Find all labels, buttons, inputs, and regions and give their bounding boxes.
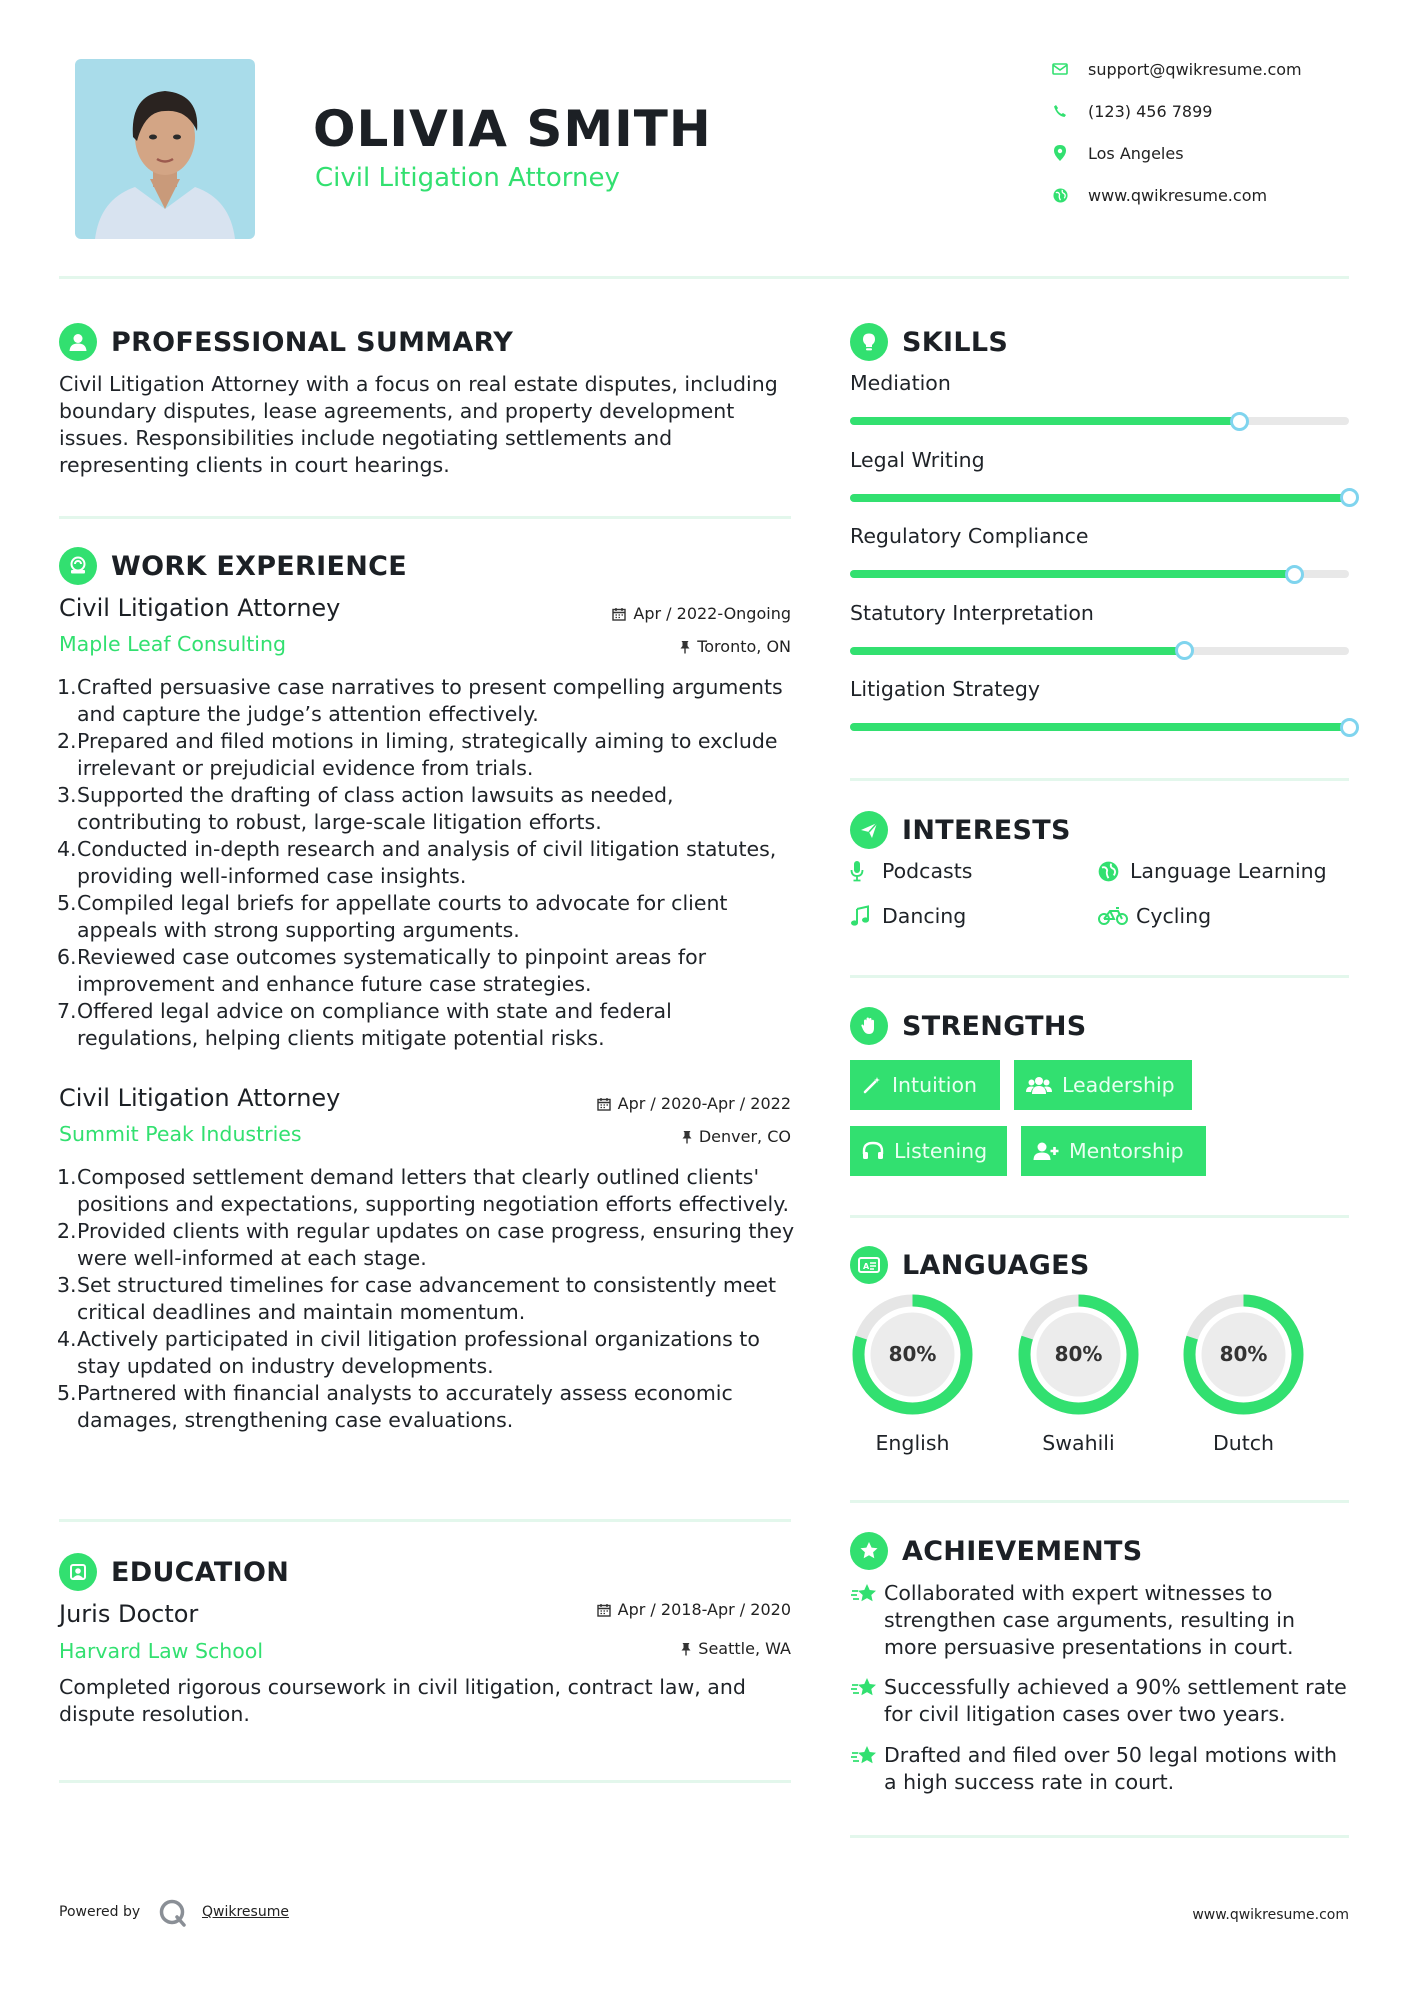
- calendar-icon: [597, 1097, 611, 1111]
- education-dates: [500, 1600, 791, 1619]
- interests-title: INTERESTS: [902, 814, 1071, 846]
- education-title: EDUCATION: [111, 1556, 290, 1588]
- job-1-location-text: Toronto, ON: [697, 637, 791, 656]
- contact-email[interactable]: [1050, 56, 1302, 82]
- skill-bar: [850, 494, 1349, 502]
- list-item: 4. Actively participated in civil litigation professional organizations to stay updated on industry developments.: [57, 1327, 760, 1378]
- achievements-heading: [850, 1531, 1143, 1571]
- language-percent: 80%: [888, 1342, 937, 1366]
- strength-label: Intuition: [892, 1073, 978, 1097]
- job-1-company: Maple Leaf Consulting: [59, 632, 287, 656]
- language-ring: [850, 1292, 975, 1417]
- contact-website-text: www.qwikresume.com: [1088, 185, 1268, 205]
- skills-heading: [850, 322, 1008, 362]
- language-card-icon: [850, 1246, 888, 1284]
- interest-label: Podcasts: [882, 859, 973, 883]
- languages-title: LANGUAGES: [902, 1249, 1090, 1281]
- skill-bar-handle: [1230, 412, 1249, 431]
- achievement-text: Drafted and filed over 50 legal motions with a high success rate in court.: [884, 1743, 1338, 1794]
- skill-bar: [850, 570, 1349, 578]
- skill-bar-fill: [850, 570, 1294, 578]
- achievement-text: Successfully achieved a 90% settlement rate for civil litigation cases over two years.: [884, 1675, 1347, 1726]
- skill-label: Litigation Strategy: [850, 677, 1041, 701]
- language-item: [1016, 1292, 1141, 1455]
- star-icon: [850, 1674, 884, 1728]
- achievements-divider: [850, 1835, 1349, 1838]
- graduation-icon: [59, 1553, 97, 1591]
- strength-label: Leadership: [1062, 1073, 1175, 1097]
- language-label: Dutch: [1212, 1431, 1275, 1455]
- interest-label: Language Learning: [1130, 859, 1327, 883]
- globe-icon: [1098, 861, 1124, 882]
- language-item: [850, 1292, 975, 1455]
- language-item: [1181, 1292, 1306, 1455]
- header-divider: [59, 276, 1349, 279]
- briefcase-icon: [59, 547, 97, 585]
- list-item: 3. Supported the drafting of class action lawsuits as needed, contributing to robust, large-scale litigation efforts.: [57, 783, 674, 834]
- job-1-location: [500, 637, 791, 656]
- interest-language-learning: [1098, 859, 1327, 883]
- list-item: 5. Compiled legal briefs for appellate courts to advocate for client appeals with strong supporting arguments.: [57, 891, 728, 942]
- summary-divider: [59, 516, 791, 519]
- achievement-item: [850, 1580, 1350, 1661]
- achievement-item: [850, 1674, 1350, 1728]
- job-1-dates-text: Apr / 2022-Ongoing: [633, 604, 791, 623]
- summary-title: PROFESSIONAL SUMMARY: [111, 326, 514, 358]
- job-1-duties: [59, 674, 799, 1052]
- skill-bar-fill: [850, 647, 1184, 655]
- star-icon: [850, 1742, 884, 1796]
- language-ring: [1181, 1292, 1306, 1417]
- qwikresume-link[interactable]: Qwikresume: [202, 1904, 289, 1920]
- skills-title: SKILLS: [902, 326, 1009, 358]
- skill-bar: [850, 723, 1349, 731]
- achievement-text: Collaborated with expert witnesses to strengthen case arguments, resulting in more persuasive presentations in court.: [884, 1581, 1295, 1659]
- skill-bar-fill: [850, 723, 1349, 731]
- interests-divider: [850, 975, 1349, 978]
- bicycle-icon: [1098, 906, 1130, 926]
- education-text: Completed rigorous coursework in civil litigation, contract law, and dispute resolution.: [59, 1675, 746, 1726]
- pushpin-icon: [682, 1130, 692, 1144]
- language-ring: [1016, 1292, 1141, 1417]
- languages-divider: [850, 1500, 1349, 1503]
- strength-label: Mentorship: [1069, 1139, 1184, 1163]
- phone-icon: [1050, 101, 1070, 121]
- skill-bar-fill: [850, 417, 1239, 425]
- job-2-title: Civil Litigation Attorney: [59, 1084, 341, 1112]
- location-pin-icon: [1050, 143, 1070, 163]
- experience-heading: [59, 546, 407, 586]
- skill-bar-handle: [1285, 565, 1304, 584]
- strengths-heading: [850, 1006, 1087, 1046]
- strength-chip-leadership: [1014, 1060, 1192, 1110]
- education-heading: [59, 1552, 289, 1592]
- calendar-icon: [612, 607, 626, 621]
- education-divider: [59, 1780, 791, 1783]
- skill-label: Statutory Interpretation: [850, 600, 1094, 625]
- interest-label: Cycling: [1136, 904, 1212, 928]
- strength-label: Listening: [894, 1139, 988, 1163]
- headphones-icon: [862, 1141, 884, 1161]
- footer-website-link[interactable]: www.qwikresume.com: [1192, 1907, 1349, 1923]
- job-2-location-text: Denver, CO: [698, 1127, 791, 1146]
- list-item: 1. Crafted persuasive case narratives to present compelling arguments and capture the judge’s attention effectively.: [57, 675, 783, 726]
- contact-location-text: Los Angeles: [1088, 143, 1184, 163]
- microphone-icon: [850, 860, 876, 882]
- trophy-icon: [850, 1532, 888, 1570]
- skill-bar-handle: [1175, 641, 1194, 660]
- skills-divider: [850, 778, 1349, 781]
- experience-title: WORK EXPERIENCE: [111, 550, 407, 582]
- job-1-dates: [500, 604, 791, 623]
- list-item: 6. Reviewed case outcomes systematically to pinpoint areas for improvement and enhance future case strategies.: [57, 945, 707, 996]
- svg-text:A: A: [863, 1262, 870, 1271]
- pushpin-icon: [681, 1642, 691, 1656]
- skill-label: Legal Writing: [850, 447, 985, 472]
- strengths-title: STRENGTHS: [902, 1010, 1087, 1042]
- list-item: 2. Prepared and filed motions in liming, strategically aiming to exclude irrelevant or prejudicial evidence from trials.: [57, 729, 778, 780]
- education-school: Harvard Law School: [59, 1639, 264, 1663]
- education-location: [500, 1639, 791, 1658]
- list-item: 7. Offered legal advice on compliance with state and federal regulations, helping clients mitigate potential risks.: [57, 999, 672, 1050]
- language-percent: 80%: [1219, 1342, 1268, 1366]
- user-icon: [59, 323, 97, 361]
- users-icon: [1026, 1075, 1052, 1095]
- education-degree: Juris Doctor: [59, 1600, 199, 1628]
- strength-chip-mentorship: [1021, 1126, 1206, 1176]
- email-icon: [1050, 59, 1070, 79]
- candidate-name: OLIVIA SMITH: [313, 100, 712, 158]
- list-item: 1. Composed settlement demand letters that clearly outlined clients' positions and expectations, supporting negotiation efforts effectively.: [57, 1165, 789, 1216]
- job-2-location: [500, 1127, 791, 1146]
- skill-bar-handle: [1340, 718, 1359, 737]
- summary-heading: [59, 322, 513, 362]
- contact-website[interactable]: [1050, 182, 1267, 208]
- contact-location: [1050, 140, 1184, 166]
- interests-heading: [850, 810, 1071, 850]
- language-percent: 80%: [1054, 1342, 1103, 1366]
- star-icon: [850, 1580, 884, 1661]
- candidate-title: Civil Litigation Attorney: [315, 163, 620, 193]
- skill-bar-handle: [1340, 488, 1359, 507]
- education-location-text: Seattle, WA: [698, 1639, 791, 1658]
- contact-email-text: support@qwikresume.com: [1088, 59, 1302, 79]
- powered-by-label: Powered by: [59, 1904, 141, 1920]
- education-dates-text: Apr / 2018-Apr / 2020: [617, 1600, 791, 1619]
- qwikresume-logo-icon: [158, 1898, 188, 1932]
- skill-label: Regulatory Compliance: [850, 524, 1089, 548]
- interest-cycling: [1098, 904, 1211, 928]
- interest-label: Dancing: [882, 904, 967, 928]
- job-2-dates: [500, 1094, 791, 1113]
- skill-label: Mediation: [850, 371, 951, 395]
- list-item: 5. Partnered with financial analysts to accurately assess economic damages, strengthening case evaluations.: [57, 1381, 733, 1432]
- summary-text: Civil Litigation Attorney with a focus on real estate disputes, including boundary disputes, lease agreements, and property development issues. Responsibilities include negotiating settlements and representing clients in court hearings.: [59, 372, 778, 477]
- list-item: 3. Set structured timelines for case advancement to consistently meet critical deadlines and maintain momentum.: [57, 1273, 777, 1324]
- list-item: 2. Provided clients with regular updates on case progress, ensuring they were well-informed at each stage.: [57, 1219, 795, 1270]
- job-2-duties: [59, 1164, 799, 1434]
- skill-bar: [850, 647, 1349, 655]
- skill-bar-fill: [850, 494, 1349, 502]
- skill-bar: [850, 417, 1349, 425]
- language-label: Swahili: [1042, 1431, 1115, 1455]
- strength-chip-listening: [850, 1126, 1007, 1176]
- interest-dancing: [850, 904, 966, 928]
- paper-plane-icon: [850, 811, 888, 849]
- language-label: English: [875, 1431, 950, 1455]
- lightbulb-icon: [850, 323, 888, 361]
- contact-phone-text: (123) 456 7899: [1088, 101, 1213, 121]
- calendar-icon: [597, 1603, 611, 1617]
- user-plus-icon: [1033, 1141, 1059, 1161]
- profile-photo: [75, 59, 255, 239]
- list-item: 4. Conducted in-depth research and analysis of civil litigation statutes, providing well-informed case insights.: [57, 837, 777, 888]
- contact-phone[interactable]: [1050, 98, 1212, 124]
- achievements-title: ACHIEVEMENTS: [902, 1535, 1143, 1567]
- pushpin-icon: [680, 640, 690, 654]
- achievement-item: [850, 1742, 1350, 1796]
- job-2-dates-text: Apr / 2020-Apr / 2022: [617, 1094, 791, 1113]
- raised-hand-icon: [850, 1007, 888, 1045]
- interest-podcasts: [850, 859, 972, 883]
- languages-heading: [850, 1245, 1090, 1285]
- job-1-title: Civil Litigation Attorney: [59, 594, 341, 622]
- strengths-divider: [850, 1215, 1349, 1218]
- job-2-company: Summit Peak Industries: [59, 1122, 302, 1146]
- experience-divider: [59, 1519, 791, 1522]
- music-note-icon: [850, 905, 876, 927]
- magic-wand-icon: [862, 1075, 882, 1095]
- strength-chip-intuition: [850, 1060, 1000, 1110]
- globe-icon: [1050, 185, 1070, 205]
